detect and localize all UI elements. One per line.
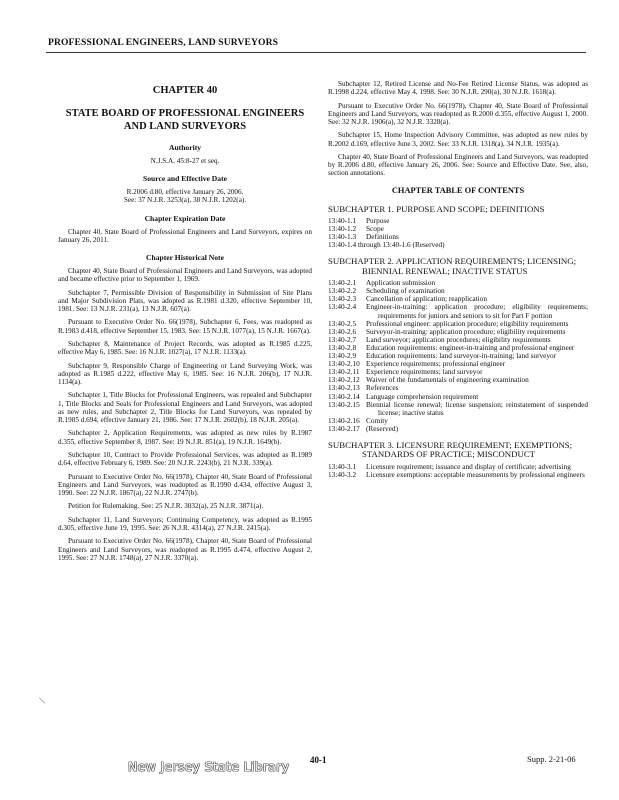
section-number: 13:40-2.2 bbox=[328, 286, 357, 296]
section-number: 13:40-2.12 bbox=[328, 375, 360, 385]
chapter-title bbox=[58, 108, 312, 133]
section-title: Language comprehension requirement bbox=[366, 391, 479, 401]
expiration-heading: Chapter Expiration Date bbox=[144, 213, 226, 223]
section-number: 13:40-1.1 bbox=[328, 216, 357, 225]
section-title: (Reserved) bbox=[366, 423, 399, 433]
section-number: 13:40-2.11 bbox=[328, 367, 360, 377]
section-number: 13:40-2.5 bbox=[328, 318, 357, 328]
section-number: 13:40-1.2 bbox=[328, 224, 357, 234]
section-number: 13:40-2.14 bbox=[328, 391, 360, 401]
history-paragraph: Pursuant to Executive Order No. 66(1978), Chapter 40, State Board of Professional Engineers and Land Surveyors, was readopted as R.1995 d.474, effective August 2, 1995. See: 27 N.J.R. 1748(a), 27 N.J.R. 3370(a). bbox=[58, 537, 312, 562]
history-paragraph: Petition for Rulemaking. See: 25 N.J.R. 3032(a), 25 N.J.R. 3871(a). bbox=[68, 502, 264, 511]
scan-mark bbox=[39, 697, 45, 703]
chapter-title-line-1: STATE BOARD OF PROFESSIONAL ENGINEERS bbox=[65, 108, 305, 119]
toc-row bbox=[328, 471, 588, 479]
left-column bbox=[58, 80, 312, 567]
expiration-text: Chapter 40, State Board of Professional Engineers and Land Surveyors, expires on January 26, 2011. bbox=[58, 227, 312, 244]
history-paragraph: Subchapter 2, Application Requirements, was adopted as new rules by R.1987 d.355, effective September 8, 1987. See: 19 N.J.R. 851(a), 19 N.J.R. 1649(b). bbox=[58, 429, 312, 446]
history-heading: Chapter Historical Note bbox=[146, 253, 224, 263]
section-title: Scope bbox=[366, 224, 384, 234]
authority-heading: Authority bbox=[168, 143, 202, 152]
section-title: Purpose bbox=[366, 216, 390, 225]
section-number: 13:40-2.16 bbox=[328, 415, 360, 425]
subchapter-3-title: SUBCHAPTER 3. LICENSURE REQUIREMENT; EXEMPTIONS; STANDARDS OF PRACTICE; MISCONDUCT bbox=[328, 439, 573, 460]
section-number: 13:40-3.1 bbox=[328, 461, 357, 471]
section-title: Surveyor-in-training: application procedure; eligibility requirements bbox=[366, 326, 566, 336]
section-number: 13:40-2.17 bbox=[328, 423, 360, 433]
toc-row bbox=[328, 303, 588, 319]
subchapter-3-toc bbox=[328, 463, 588, 479]
section-title: Licensure requirement; issuance and display of certificate; advertising bbox=[366, 461, 571, 471]
history-paragraph: Pursuant to Executive Order No. 66(1978), Chapter 40, State Board of Professional Engineers and Land Surveyors, was readopted as R.1990 d.434, effective August 3, 1990. See: 22 N.J.R. 1867(a), 22 N.J.R. 2747(b). bbox=[58, 472, 312, 497]
page-number: 40-1 bbox=[310, 755, 327, 765]
toc-row bbox=[328, 401, 588, 417]
section-title: Cancellation of application; reapplication bbox=[366, 294, 487, 304]
history-paragraph: Pursuant to Executive Order No. 66(1978), Chapter 40, State Board of Professional Engineers and Land Surveyors, was readopted as R.2000 d.355, effective August 1, 2000. See: 32 N.J.R. 1906(a), 32 N.J.R. 3328(a). bbox=[328, 101, 588, 126]
section-title: Definitions bbox=[366, 232, 399, 242]
history-paragraph: Chapter 40, State Board of Professional Engineers and Land Surveyors, was adopted and became effective prior to September 1, 1969. bbox=[58, 267, 312, 284]
supplement-date: Supp. 2-21-06 bbox=[527, 754, 576, 764]
section-title: Education requirements: land surveyor-in-training; land surveyor bbox=[366, 351, 557, 361]
history-paragraph: Subchapter 8, Maintenance of Project Records, was adopted as R.1985 d.225, effective May 6, 1985. See: 16 N.J.R. 1027(a), 17 N.J.R. 1133(a). bbox=[58, 340, 312, 357]
history-paragraph: Subchapter 12, Retired License and No-Fee Retired License Status, was adopted as R.1998 d.224, effective May 4, 1998. See: 30 N.J.R. 290(a), 30 N.J.R. 1618(a). bbox=[328, 80, 588, 97]
section-number: 13:40-2.15 bbox=[328, 399, 360, 409]
history-paragraph: Pursuant to Executive Order No. 66(1978), Subchapter 6, Fees, was readopted as R.1983 d.418, effective September 15, 1983. See: 15 N.J.R. 1077(a), 15 N.J.R. 1667(a). bbox=[58, 318, 312, 335]
section-number: 13:40-2.7 bbox=[328, 334, 357, 344]
section-number: 13:40-3.2 bbox=[328, 469, 357, 479]
subchapter-2-toc bbox=[328, 279, 588, 433]
subchapter-1-title: SUBCHAPTER 1. PURPOSE AND SCOPE; DEFINITIONS bbox=[328, 203, 545, 214]
right-column bbox=[328, 80, 588, 479]
source-heading: Source and Effective Date bbox=[142, 174, 227, 184]
section-title: Education requirements: engineer-in-training and professional engineer bbox=[366, 342, 575, 352]
reserved-range: 13:40-1.4 through 13:40-1.6 (Reserved) bbox=[328, 240, 445, 250]
chapter-number: CHAPTER 40 bbox=[152, 85, 218, 96]
section-number: 13:40-2.4 bbox=[328, 302, 357, 312]
history-paragraph: Chapter 40, State Board of Professional Engineers and Land Surveyors, was readopted by R.2006 d.80, effective January 26, 2006. See: Source and Effective Date. See, also, section annotations. bbox=[328, 152, 588, 178]
section-title: Biennial license renewal; license suspension; reinstatement of suspended license; inactive status bbox=[366, 399, 588, 417]
subchapter-2-title: SUBCHAPTER 2. APPLICATION REQUIREMENTS; LICENSING; BIENNIAL RENEWAL; INACTIVE STATUS bbox=[328, 256, 577, 276]
section-title: Land surveyor; application procedures; eligibility requirements bbox=[366, 334, 551, 344]
section-number: 13:40-2.3 bbox=[328, 294, 357, 304]
history-paragraph: Subchapter 1, Title Blocks for Professional Engineers, was repealed and Subchapter 1, Title Blocks and Seals for Professional Engineers and Land Surveyors, was adopted as new rules, and Subchapter 2, Title Blocks for Land Surveyors, was repealed by R.1985 d.694, effective January 21, 1986. See: 17 N.J.R. 2602(b), 18 N.J.R. 205(a). bbox=[58, 391, 312, 424]
chapter-title-line-2: AND LAND SURVEYORS bbox=[123, 120, 247, 132]
section-title: Experience requirements; land surveyor bbox=[366, 367, 483, 377]
section-title: Professional engineer: application procedure; eligibility requirements bbox=[366, 318, 569, 328]
section-number: 13:40-2.6 bbox=[328, 326, 357, 336]
history-paragraph: Subchapter 10, Contract to Provide Professional Services, was adopted as R.1989 d.64, effective February 6, 1989. See: 20 N.J.R. 2243(b), 21 N.J.R. 339(a). bbox=[58, 450, 312, 468]
section-number: 13:40-1.3 bbox=[328, 232, 357, 242]
running-head: PROFESSIONAL ENGINEERS, LAND SURVEYORS bbox=[48, 37, 279, 48]
section-title: References bbox=[366, 383, 399, 393]
toc-title: CHAPTER TABLE OF CONTENTS bbox=[391, 185, 525, 195]
history-paragraph: Subchapter 9, Responsible Charge of Engineering or Land Surveying Work, was adopted as R.1985 d.222, effective May 6, 1985. See: 16 N.J.R. 206(b), 17 N.J.R. 1134(a). bbox=[58, 361, 312, 386]
section-number: 13:40-2.9 bbox=[328, 351, 357, 361]
section-number: 13:40-2.1 bbox=[328, 278, 357, 288]
section-number: 13:40-2.10 bbox=[328, 359, 360, 369]
history-paragraph: Subchapter 15, Home Inspection Advisory Committee, was adopted as new rules by R.2002 d.169, effective June 3, 2002. See: 33 N.J.R. 1318(a), 34 N.J.R. 1935(a). bbox=[328, 131, 588, 148]
toc-row bbox=[328, 241, 588, 249]
section-number: 13:40-2.13 bbox=[328, 383, 360, 393]
section-title: Comity bbox=[366, 415, 388, 425]
source-line-1: R.2006 d.80, effective January 26, 2006. bbox=[126, 188, 244, 197]
header-rule bbox=[46, 52, 586, 53]
history-paragraph: Subchapter 7, Permissible Division of Responsibility in Submission of Site Plans and Major Subdivision Plats, was adopted as R.1981 d.320, effective September 10, 1981. See: 13 N.J.R. 231(a), 13 N.J.R. 607(a). bbox=[58, 288, 312, 314]
toc-row bbox=[328, 425, 588, 433]
section-title: Licensure exemptions: acceptable measurements by professional engineers bbox=[366, 469, 585, 479]
section-title: Waiver of the fundamentals of engineering examination bbox=[366, 375, 529, 385]
section-title: Experience requirements; professional engineer bbox=[366, 359, 506, 369]
source-line-2: See: 37 N.J.R. 3253(a), 38 N.J.R. 1202(a). bbox=[123, 196, 247, 205]
section-number: 13:40-2.8 bbox=[328, 342, 357, 352]
library-watermark: New Jersey State Library bbox=[128, 759, 290, 774]
section-title: Engineer-in-training: application procedure; eligibility requirements; requirements for juniors and seniors to sit for Part F portion bbox=[366, 302, 588, 320]
subchapter-1-toc bbox=[328, 217, 588, 249]
section-title: Application submission bbox=[366, 278, 436, 288]
authority-text: N.J.S.A. 45:8-27 et seq. bbox=[150, 157, 220, 165]
history-paragraph: Subchapter 11, Land Surveyors; Continuing Competency, was adopted as R.1995 d.305, effective June 19, 1995. See: 26 N.J.R. 4314(a), 27 N.J.R. 2415(a). bbox=[58, 515, 312, 532]
section-title: Scheduling of examination bbox=[366, 286, 445, 296]
